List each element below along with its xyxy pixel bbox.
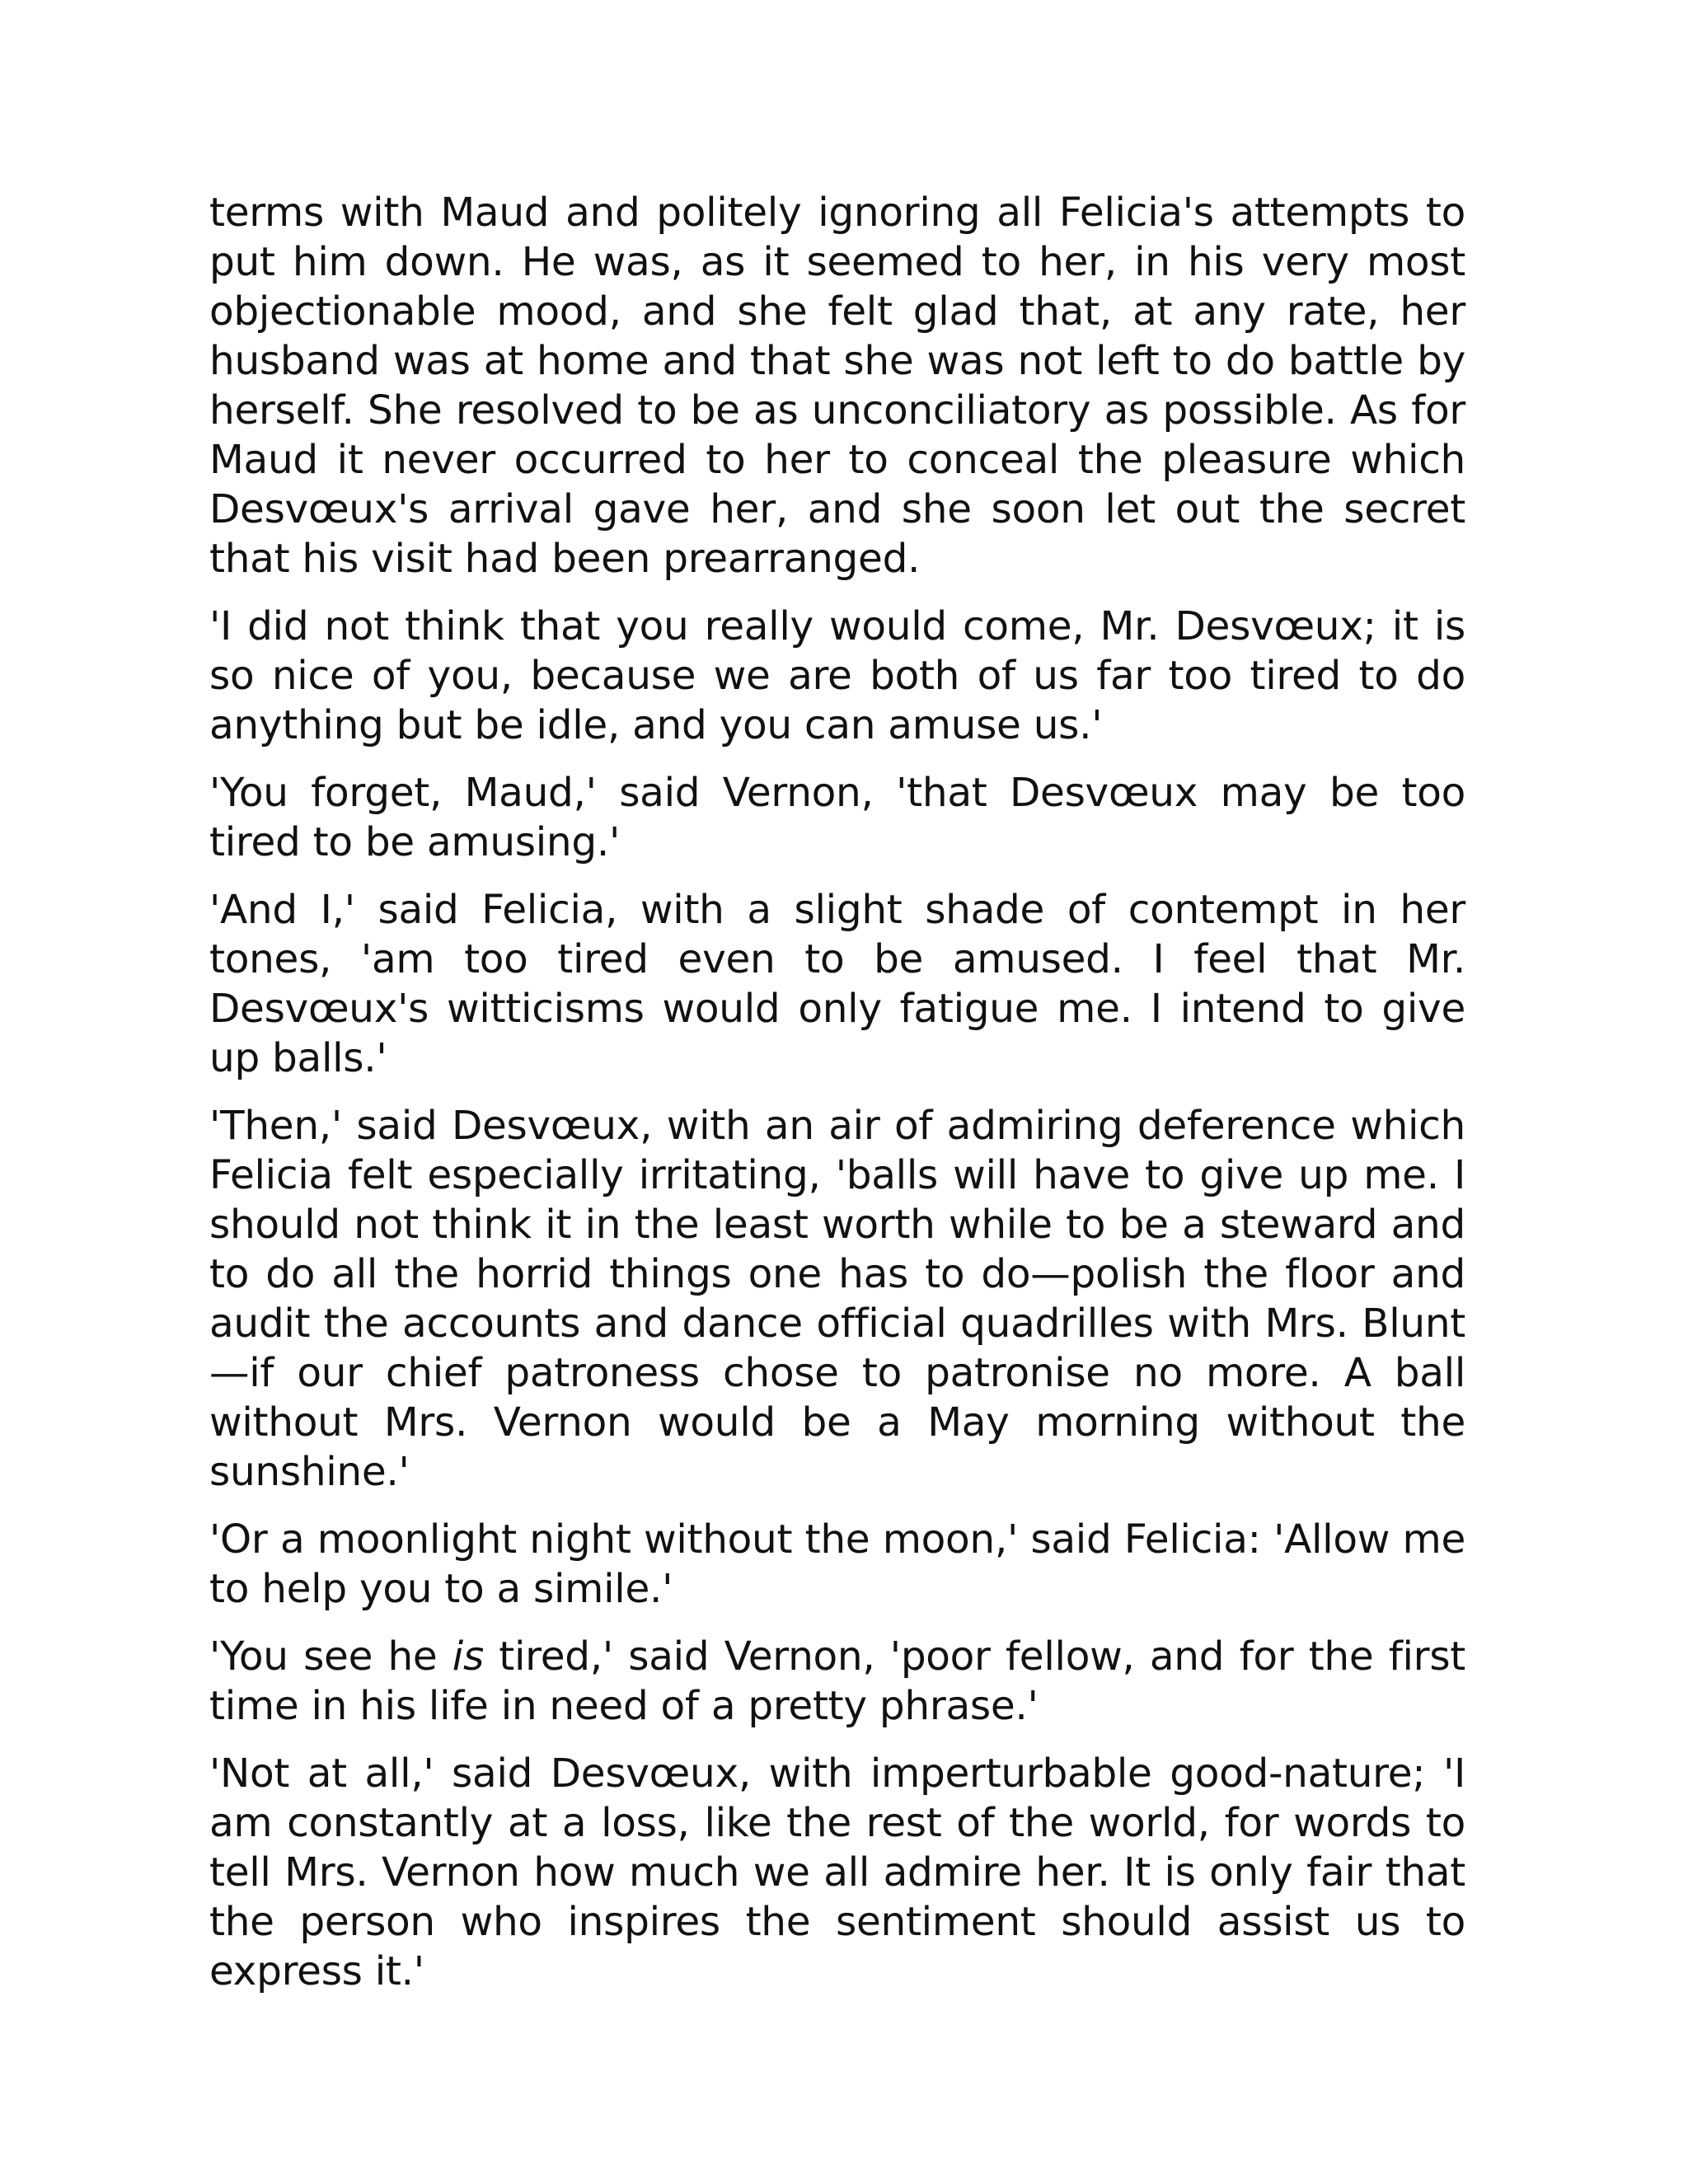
paragraph-text: 'Not at all,' said Desvœux, with imperturbable good-nature; 'I am constantly at a loss, like the rest of the world, for words to tell Mrs. Vernon how much we all admire her. It is only fair that the person who inspires the sentiment should assist us to express it.' xyxy=(209,1750,1465,1994)
page-body xyxy=(209,188,1465,2014)
emphasis-text: is xyxy=(452,1633,484,1680)
paragraph-text: 'Or a moonlight night without the moon,' said Felicia: 'Allow me to help you to a simile.' xyxy=(209,1516,1465,1612)
paragraph-6 xyxy=(209,1515,1465,1614)
paragraph-text: 'You forget, Maud,' said Vernon, 'that Desvœux may be too tired to be amusing.' xyxy=(209,770,1465,865)
paragraph-text: 'Then,' said Desvœux, with an air of admiring deference which Felicia felt especially irritating, 'balls will have to give up me. I should not think it in the least worth while to be a steward and to do all the horrid things one has to do—polish the floor and audit the accounts and dance official quadrilles with Mrs. Blunt—if our chief patroness chose to patronise no more. A ball without Mrs. Vernon would be a May morning without the sunshine.' xyxy=(209,1103,1465,1495)
paragraph-text: 'You see he xyxy=(209,1633,452,1680)
paragraph-7 xyxy=(209,1632,1465,1731)
paragraph-3 xyxy=(209,768,1465,867)
paragraph-1 xyxy=(209,188,1465,583)
paragraph-2 xyxy=(209,602,1465,750)
paragraph-text: 'And I,' said Felicia, with a slight shade of contempt in her tones, 'am too tired even to be amused. I feel that Mr. Desvœux's witticisms would only fatigue me. I intend to give up balls.' xyxy=(209,887,1465,1081)
paragraph-8 xyxy=(209,1749,1465,1996)
paragraph-text: terms with Maud and politely ignoring all Felicia's attempts to put him down. He was, as it seemed to her, in his very most objectionable mood, and she felt glad that, at any rate, her husband was at home and that she was not left to do battle by herself. She resolved to be as unconciliatory as possible. As for Maud it never occurred to her to conceal the pleasure which Desvœux's arrival gave her, and she soon let out the secret that his visit had been prearranged. xyxy=(209,190,1465,582)
paragraph-5 xyxy=(209,1101,1465,1497)
paragraph-4 xyxy=(209,885,1465,1083)
paragraph-text: 'I did not think that you really would come, Mr. Desvœux; it is so nice of you, because we are both of us far too tired to do anything but be idle, and you can amuse us.' xyxy=(209,603,1465,748)
paragraph-text: tired,' said Vernon, 'poor fellow, and for the first time in his life in need of a pretty phrase.' xyxy=(209,1633,1466,1729)
